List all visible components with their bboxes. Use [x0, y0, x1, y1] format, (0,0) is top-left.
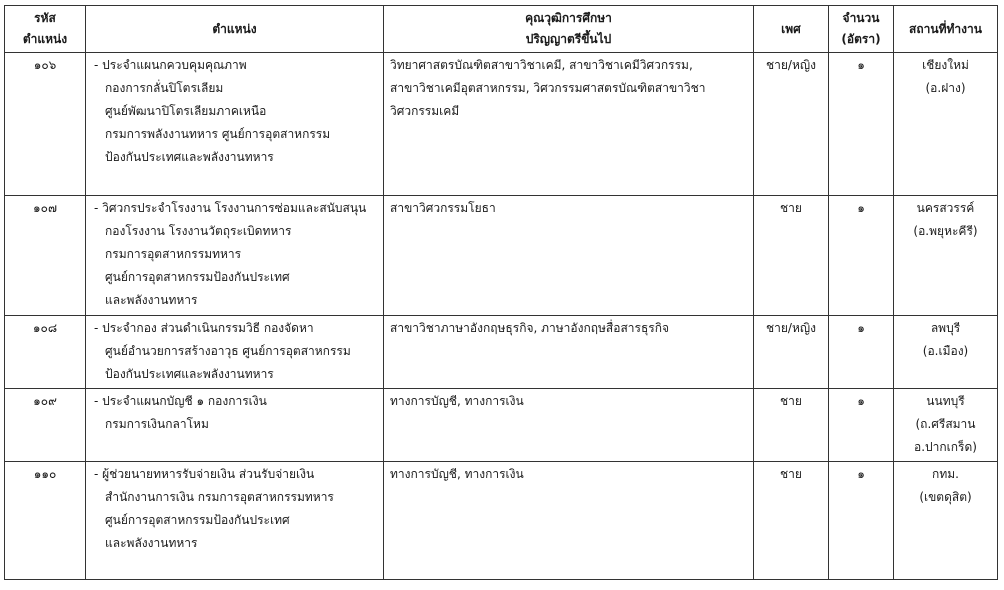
education-requirement [384, 462, 754, 580]
cell-text-line: กองการกลั่นปิโตรเลียม [105, 81, 224, 95]
cell-text-line: สาขาวิศวกรรมโยธา [390, 201, 496, 215]
cell-text-line: ศูนย์พัฒนาปิโตรเลียมภาคเหนือ [105, 104, 267, 118]
cell-text-line: ลพบุรี [930, 321, 961, 335]
cell-text-line: สำนักงานการเงิน กรมการอุตสาหกรรมทหาร [105, 490, 334, 504]
cell-text-line: (อ.พยุหะคีรี) [913, 224, 978, 238]
cell-text-line: กรมการเงินกลาโหม [105, 417, 209, 431]
header-count [829, 6, 894, 53]
cell-text-line: (อ.ฝาง) [925, 81, 966, 95]
education-requirement [384, 316, 754, 389]
cell-text-line: นครสวรรค์ [916, 201, 975, 215]
cell-text-line: เพศ [781, 21, 801, 36]
cell-text-line: (ถ.ศรีสมาน [915, 417, 976, 431]
cell-text-line: (อ.เมือง) [922, 344, 969, 358]
cell-text-line: (เขตดุสิต) [919, 490, 972, 504]
sex: ชาย/หญิง [754, 53, 829, 196]
cell-text-line: ทางการบัญชี, ทางการเงิน [390, 394, 524, 408]
vacancy-count: ๑ [829, 196, 894, 316]
cell-text-line: ศูนย์การอุตสาหกรรมป้องกันประเทศ [105, 513, 290, 527]
vacancy-count: ๑ [829, 389, 894, 462]
position-title [86, 462, 384, 580]
cell-text-line: คุณวุฒิการศึกษา [525, 11, 612, 25]
education-requirement [384, 196, 754, 316]
cell-text-line: ป้องกันประเทศและพลังงานทหาร [105, 150, 274, 164]
header-education [384, 6, 754, 53]
position-title [86, 389, 384, 462]
cell-text-line: ตำแหน่ง [212, 21, 257, 36]
cell-text-line: วิทยาศาสตรบัณฑิตสาขาวิชาเคมี, สาขาวิชาเคมีวิศวกรรม, [390, 58, 693, 72]
cell-text-line: (อัตรา) [841, 32, 881, 46]
table-row [5, 196, 998, 316]
sex: ชาย [754, 462, 829, 580]
cell-text-line: และพลังงานทหาร [105, 293, 198, 307]
position-code: ๑๐๙ [5, 389, 86, 462]
cell-text-line: ศูนย์อำนวยการสร้างอาวุธ ศูนย์การอุตสาหกรรม [105, 344, 351, 358]
cell-text-line: กรมการอุตสาหกรรมทหาร [105, 247, 242, 261]
cell-text-line: - วิศวกรประจำโรงงาน โรงงานการซ่อมและสนับสนุน [94, 201, 367, 215]
table-row [5, 462, 998, 580]
education-requirement [384, 389, 754, 462]
position-title [86, 53, 384, 196]
workplace [894, 389, 998, 462]
vacancy-count: ๑ [829, 316, 894, 389]
cell-text-line: สาขาวิชาเคมีอุตสาหกรรม, วิศวกรรมศาสตรบัณฑิตสาขาวิชา [390, 81, 706, 95]
position-title [86, 196, 384, 316]
header-code [5, 6, 86, 53]
header-row [5, 6, 998, 53]
position-code: ๑๐๘ [5, 316, 86, 389]
header-place [894, 6, 998, 53]
cell-text-line: เชียงใหม่ [922, 58, 969, 72]
cell-text-line: และพลังงานทหาร [105, 536, 198, 550]
position-code: ๑๐๖ [5, 53, 86, 196]
cell-text-line: ปริญญาตรีขึ้นไป [525, 32, 612, 46]
cell-text-line: จำนวน [842, 11, 880, 25]
position-code: ๑๐๗ [5, 196, 86, 316]
cell-text-line: กทม. [932, 467, 959, 481]
cell-text-line: อ.ปากเกร็ด) [914, 440, 977, 454]
header-position [86, 6, 384, 53]
workplace [894, 53, 998, 196]
cell-text-line: ตำแหน่ง [22, 32, 68, 46]
workplace [894, 196, 998, 316]
cell-text-line: ทางการบัญชี, ทางการเงิน [390, 467, 524, 481]
header-sex [754, 6, 829, 53]
cell-text-line: วิศวกรรมเคมี [390, 104, 460, 118]
cell-text-line: - ประจำแผนกบัญชี ๑ กองการเงิน [94, 394, 267, 408]
cell-text-line: กรมการพลังงานทหาร ศูนย์การอุตสาหกรรม [105, 127, 331, 141]
sex: ชาย [754, 389, 829, 462]
position-title [86, 316, 384, 389]
cell-text-line: นนทบุรี [926, 394, 965, 408]
education-requirement [384, 53, 754, 196]
vacancy-count: ๑ [829, 53, 894, 196]
vacancy-count: ๑ [829, 462, 894, 580]
sex: ชาย [754, 196, 829, 316]
cell-text-line: สถานที่ทำงาน [909, 21, 982, 36]
cell-text-line: - ประจำแผนกควบคุมคุณภาพ [94, 58, 247, 72]
table-row [5, 53, 998, 196]
sex: ชาย/หญิง [754, 316, 829, 389]
cell-text-line: สาขาวิชาภาษาอังกฤษธุรกิจ, ภาษาอังกฤษสื่อสารธุรกิจ [390, 321, 670, 335]
position-code: ๑๑๐ [5, 462, 86, 580]
cell-text-line: รหัส [34, 11, 56, 25]
table-row [5, 316, 998, 389]
cell-text-line: กองโรงงาน โรงงานวัตถุระเบิดทหาร [105, 224, 292, 238]
cell-text-line: ศูนย์การอุตสาหกรรมป้องกันประเทศ [105, 270, 290, 284]
workplace [894, 462, 998, 580]
cell-text-line: - ประจำกอง ส่วนดำเนินกรรมวิธี กองจัดหา [94, 321, 314, 335]
workplace [894, 316, 998, 389]
job-table [4, 5, 998, 580]
table-row [5, 389, 998, 462]
cell-text-line: ป้องกันประเทศและพลังงานทหาร [105, 367, 274, 381]
cell-text-line: - ผู้ช่วยนายทหารรับจ่ายเงิน ส่วนรับจ่ายเงิน [94, 467, 315, 481]
